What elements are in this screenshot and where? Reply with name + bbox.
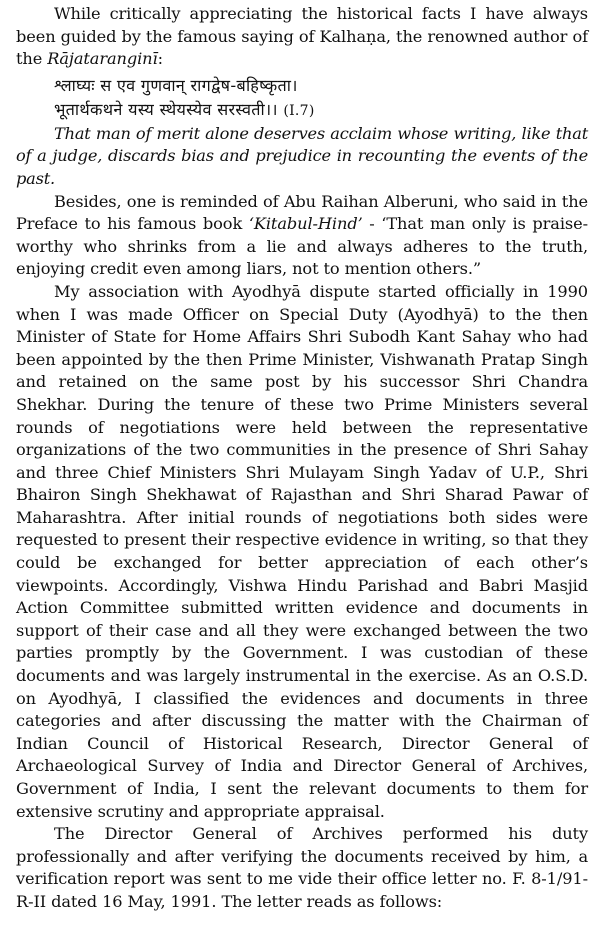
- intro-colon: :: [157, 49, 163, 69]
- sanskrit-verse-line-1: श्लाघ्यः स एव गुणवान् रागद्वेष-बहिष्कृता।: [54, 75, 298, 95]
- book-title-rajatarangini: Rājataranginī: [47, 49, 158, 69]
- association-paragraph: My association with Ayodhyā dispute started officially in 1990 when I was made Officer on Special Duty (Ayodhyā) to the then Minister of State for Home Affairs Shri Subodh Kant Sahay who had been appointed by the then Prime Minister, Vishwanath Pratap Singh and retained on the same post by his successor Shri Chandra Shekhar. During the tenure of these two Prime Ministers several rounds of negotiations were held between the representative organizations of the two communities in the presence of Shri Sahay and three Chief Ministers Shri Mulayam Singh Yadav of U.P., Shri Bhairon Singh Shekhawat of Rajasthan and Shri Sharad Pawar of Maharashtra. After initial rounds of negotiations both sides were requested to present their respective evidence in writing, so that they could be exchanged for better appreciation of each other’s viewpoints. Accordingly, Vishwa Hindu Parishad and Babri Masjid Action Committee submitted written evidence and documents in support of their case and all they were exchanged between the two parties promptly by the Government. I was custodian of these documents and was largely instrumental in the exercise. As an O.S.D. on Ayodhyā, I classified the evidences and documents in three categories and after discussing the matter with the Chairman of Indian Council of Historical Research, Director General of Archaeological Survey of India and Director General of Archives, Government of India, I sent the relevant documents to them for extensive scrutiny and appropriate appraisal.: [16, 281, 588, 821]
- alberuni-paragraph: [16, 191, 588, 281]
- verse-translation: That man of merit alone deserves acclaim whose writing, like that of a judge, discards bias and prejudice in recounting the events of the past.: [16, 123, 588, 188]
- alberuni-pre: Besides, one is reminded of Abu Raihan Alberuni, who said in the Preface to his famous book: [16, 191, 588, 234]
- alberuni-quote: - ‘That man only is praise-worthy who shrinks from a lie and always adheres to the truth, enjoying credit even among liars, not to mention others.”: [16, 214, 588, 279]
- verse-reference: (I.7): [283, 102, 315, 119]
- archives-paragraph: The Director General of Archives performed his duty professionally and after verifying the documents received by him, a verification report was sent to me vide their office letter no. F. 8-1/91-R-II dated 16 May, 1991. The letter reads as follows:: [16, 824, 588, 911]
- sanskrit-verse-line-2: भूतार्थकथने यस्य स्थेयस्येव सरस्वती।। (I.7): [54, 99, 315, 119]
- book-title-kitabul-hind: ‘Kitabul-Hind’: [248, 214, 363, 234]
- intro-text: While critically appreciating the historical facts I have always been guided by the famous saying of Kalhaṇa, the renowned author of the: [16, 4, 588, 69]
- intro-paragraph: [16, 3, 588, 71]
